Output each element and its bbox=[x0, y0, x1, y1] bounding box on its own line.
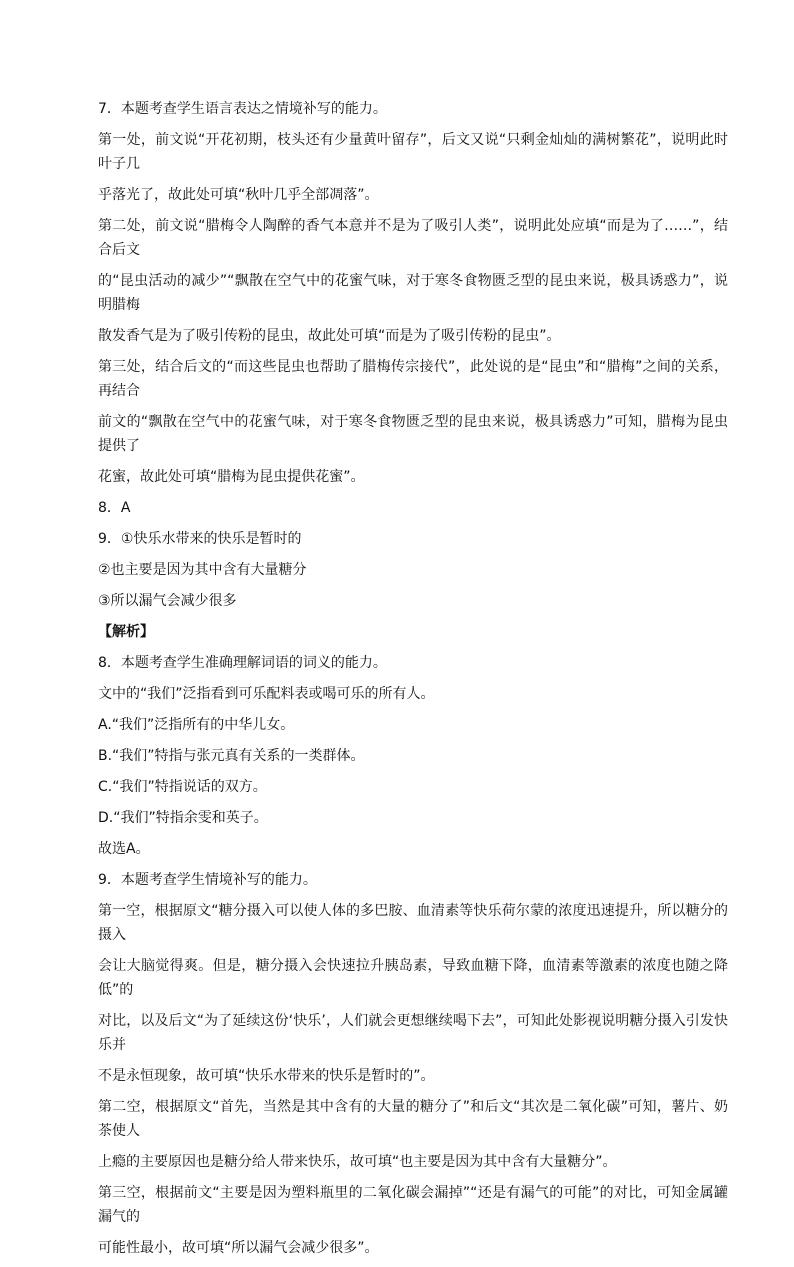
q9-answer-1: 9．①快乐水带来的快乐是暂时的 bbox=[98, 531, 302, 547]
q9-explanation-heading: 9．本题考查学生情境补写的能力。 bbox=[98, 872, 317, 888]
text-line: 第一空，根据原文“糖分摄入可以使人体的多巴胺、血清素等快乐荷尔蒙的浓度迅速提升，所以糖分的摄入 bbox=[98, 903, 728, 943]
q8-explanation-heading: 8．本题考查学生准确理解词语的词义的能力。 bbox=[98, 655, 387, 671]
text-line: 第二处，前文说“腊梅令人陶醉的香气本意并不是为了吸引人类”，说明此处应填“而是为了……”，结合后文 bbox=[98, 218, 728, 258]
analysis-heading: 【解析】 bbox=[98, 624, 154, 640]
q9-first-blank bbox=[98, 899, 728, 1088]
q8-explanation-text: 文中的“我们”泛指看到可乐配料表或喝可乐的所有人。 bbox=[98, 686, 435, 702]
text-line: 上瘾的主要原因也是糖分给人带来快乐，故可填“也主要是因为其中含有大量糖分”。 bbox=[98, 1154, 617, 1170]
q8-option-a: A.“我们”泛指所有的中华儿女。 bbox=[98, 717, 295, 733]
q8-answer: 8．A bbox=[98, 500, 131, 516]
text-line: 前文的“飘散在空气中的花蜜气味，对于寒冬食物匮乏型的昆虫来说，极具诱惑力”可知，腊梅为昆虫提供了 bbox=[98, 414, 728, 454]
text-line: 对比，以及后文“为了延续这份‘快乐’，人们就会更想继续喝下去”，可知此处影视说明糖分摄入引发快乐并 bbox=[98, 1013, 728, 1053]
text-line: 不是永恒现象，故可填“快乐水带来的快乐是暂时的”。 bbox=[98, 1068, 435, 1084]
q7-explanation-heading: 7．本题考查学生语言表达之情境补写的能力。 bbox=[98, 101, 387, 117]
q8-option-b: B.“我们”特指与张元真有关系的一类群体。 bbox=[98, 748, 365, 764]
text-line: 会让大脑觉得爽。但是，糖分摄入会快速拉升胰岛素，导致血糖下降，血清素等激素的浓度也随之降低”的 bbox=[98, 958, 728, 998]
q8-conclusion: 故选A。 bbox=[98, 841, 150, 857]
q8-option-c: C.“我们”特指说话的双方。 bbox=[98, 779, 267, 795]
text-line: 可能性最小，故可填“所以漏气会减少很多”。 bbox=[98, 1240, 379, 1256]
text-line: 第三空，根据前文“主要是因为塑料瓶里的二氧化碳会漏掉”“还是有漏气的可能”的对比，可知金属罐漏气的 bbox=[98, 1185, 728, 1225]
answer-explanation-body bbox=[98, 97, 728, 1267]
q9-answer-3: ③所以漏气会减少很多 bbox=[98, 593, 237, 609]
text-line: 散发香气是为了吸引传粉的昆虫，故此处可填“而是为了吸引传粉的昆虫”。 bbox=[98, 328, 561, 344]
q8-option-d: D.“我们”特指余雯和英子。 bbox=[98, 810, 268, 826]
text-line: 的“昆虫活动的减少”“飘散在空气中的花蜜气味，对于寒冬食物匮乏型的昆虫来说，极具诱惑力”，说明腊梅 bbox=[98, 273, 728, 313]
text-line: 第一处，前文说“开花初期，枝头还有少量黄叶留存”，后文又说“只剩金灿灿的满树繁花”，说明此时叶子几 bbox=[98, 132, 728, 172]
text-line: 第三处，结合后文的“而这些昆虫也帮助了腊梅传宗接代”，此处说的是“昆虫”和“腊梅”之间的关系，再结合 bbox=[98, 359, 728, 399]
q7-second-point bbox=[98, 214, 728, 348]
q9-answer-2: ②也主要是因为其中含有大量糖分 bbox=[98, 562, 307, 578]
text-line: 第二空，根据原文“首先，当然是其中含有的大量的糖分了”和后文“其次是二氧化碳”可知，薯片、奶茶使人 bbox=[98, 1099, 728, 1139]
text-line: 乎落光了，故此处可填“秋叶几乎全部凋落”。 bbox=[98, 187, 379, 203]
q9-second-blank bbox=[98, 1095, 728, 1174]
q7-third-point bbox=[98, 355, 728, 489]
q7-first-point bbox=[98, 128, 728, 207]
text-line: 花蜜，故此处可填“腊梅为昆虫提供花蜜”。 bbox=[98, 469, 365, 485]
q9-third-blank bbox=[98, 1181, 728, 1260]
